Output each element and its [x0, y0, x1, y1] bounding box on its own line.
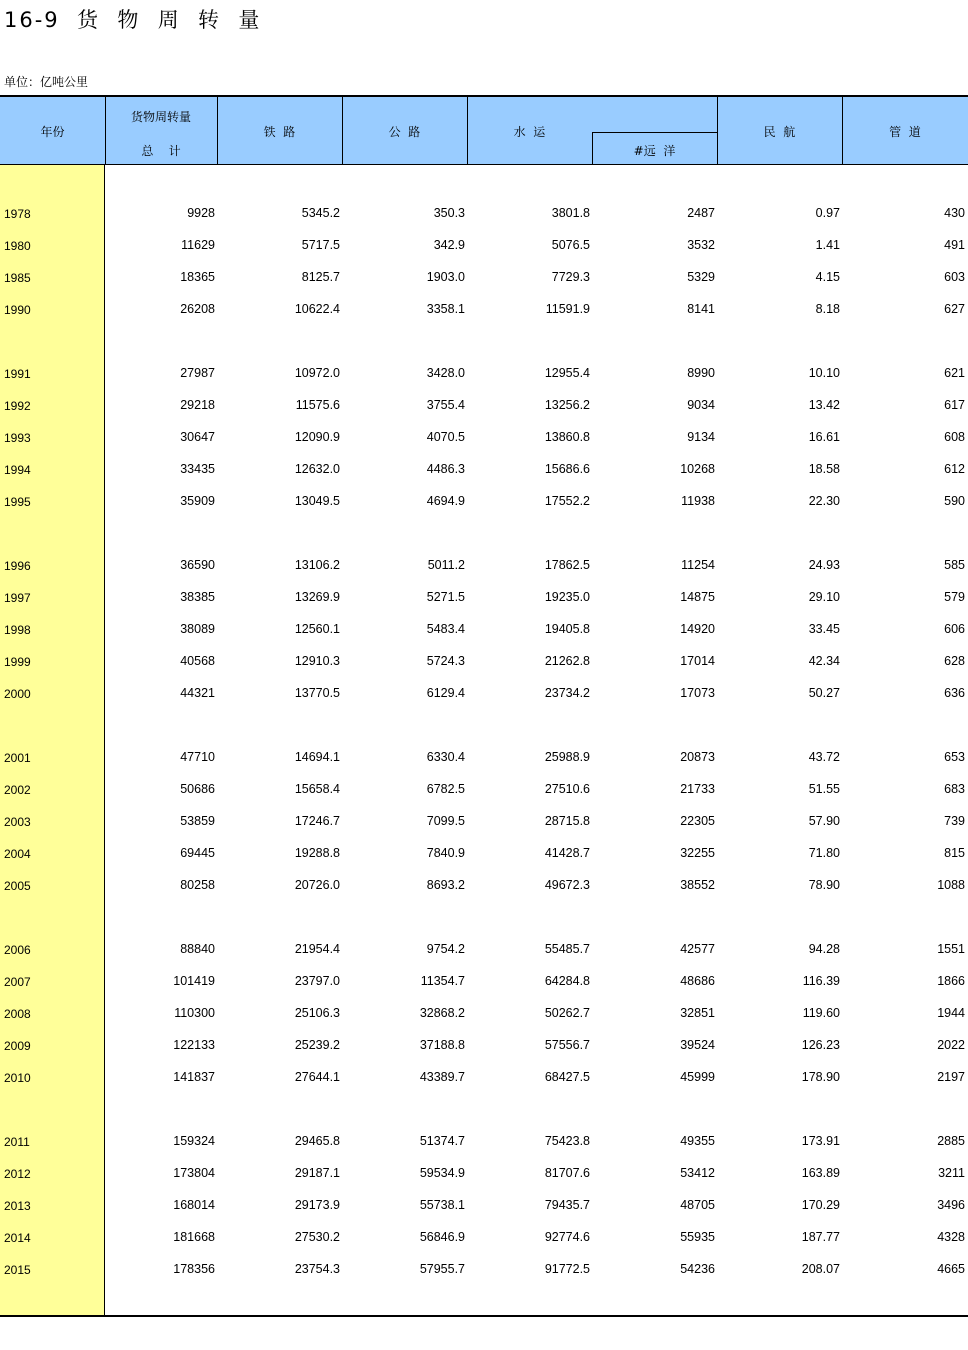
total-cell: 168014 — [173, 1198, 215, 1212]
road-cell: 3358.1 — [426, 302, 465, 316]
rail-cell: 25106.3 — [294, 1006, 340, 1020]
header-water: 水 运 — [513, 125, 546, 139]
ocean-cell: 9034 — [687, 398, 715, 412]
table-row — [0, 430, 968, 450]
total-cell: 141837 — [173, 1070, 215, 1084]
year-cell: 2004 — [4, 847, 31, 861]
water-cell: 5076.5 — [551, 238, 590, 252]
road-cell: 5483.4 — [426, 622, 465, 636]
air-cell: 51.55 — [808, 782, 840, 796]
pipe-cell: 815 — [944, 846, 965, 860]
road-cell: 4070.5 — [426, 430, 465, 444]
water-cell: 15686.6 — [544, 462, 590, 476]
air-cell: 163.89 — [801, 1166, 840, 1180]
total-cell: 40568 — [180, 654, 215, 668]
pipe-cell: 4665 — [937, 1262, 965, 1276]
ocean-cell: 2487 — [687, 206, 715, 220]
rail-cell: 13269.9 — [294, 590, 340, 604]
air-cell: 29.10 — [808, 590, 840, 604]
rail-cell: 17246.7 — [294, 814, 340, 828]
table-row — [0, 686, 968, 706]
table-bottom-rule — [0, 1315, 968, 1317]
water-cell: 17552.2 — [544, 494, 590, 508]
year-cell: 2009 — [4, 1039, 31, 1053]
rail-cell: 14694.1 — [294, 750, 340, 764]
header-divider — [592, 132, 593, 165]
ocean-cell: 14875 — [680, 590, 715, 604]
pipe-cell: 606 — [944, 622, 965, 636]
header-pipe: 管 道 — [889, 125, 921, 139]
rail-cell: 13106.2 — [294, 558, 340, 572]
pipe-cell: 585 — [944, 558, 965, 572]
ocean-cell: 21733 — [680, 782, 715, 796]
ocean-cell: 11254 — [681, 558, 715, 572]
road-cell: 32868.2 — [419, 1006, 465, 1020]
air-cell: 18.58 — [808, 462, 840, 476]
road-cell: 56846.9 — [419, 1230, 465, 1244]
water-cell: 21262.8 — [544, 654, 590, 668]
year-cell: 2013 — [4, 1199, 31, 1213]
road-cell: 57955.7 — [419, 1262, 465, 1276]
total-cell: 53859 — [180, 814, 215, 828]
air-cell: 173.91 — [801, 1134, 840, 1148]
water-cell: 25988.9 — [544, 750, 590, 764]
table-row — [0, 302, 968, 322]
road-cell: 7099.5 — [426, 814, 465, 828]
table-row — [0, 494, 968, 514]
rail-cell: 20726.0 — [294, 878, 340, 892]
water-cell: 92774.6 — [544, 1230, 590, 1244]
road-cell: 6129.4 — [426, 686, 465, 700]
rail-cell: 13049.5 — [294, 494, 340, 508]
total-cell: 101419 — [173, 974, 215, 988]
total-cell: 181668 — [173, 1230, 215, 1244]
year-cell: 2014 — [4, 1231, 31, 1245]
table-row — [0, 846, 968, 866]
year-cell: 2005 — [4, 879, 31, 893]
year-cell: 1999 — [4, 655, 31, 669]
table-row — [0, 622, 968, 642]
table-row — [0, 1070, 968, 1090]
ocean-cell: 49355 — [680, 1134, 715, 1148]
header-rail: 铁 路 — [263, 125, 296, 139]
table-row — [0, 1134, 968, 1154]
total-cell: 80258 — [180, 878, 215, 892]
table-row — [0, 654, 968, 674]
pipe-cell: 621 — [944, 366, 965, 380]
road-cell: 6782.5 — [426, 782, 465, 796]
water-cell: 13860.8 — [544, 430, 590, 444]
pipe-cell: 628 — [944, 654, 965, 668]
water-cell: 75423.8 — [544, 1134, 590, 1148]
rail-cell: 19288.8 — [294, 846, 340, 860]
air-cell: 170.29 — [801, 1198, 840, 1212]
pipe-cell: 3211 — [938, 1166, 965, 1180]
rail-cell: 12560.1 — [294, 622, 340, 636]
pipe-cell: 2022 — [937, 1038, 965, 1052]
total-cell: 26208 — [180, 302, 215, 316]
total-cell: 36590 — [180, 558, 215, 572]
air-cell: 1.41 — [815, 238, 840, 252]
water-cell: 13256.2 — [544, 398, 590, 412]
table-row — [0, 974, 968, 994]
water-cell: 91772.5 — [544, 1262, 590, 1276]
year-cell: 1978 — [4, 207, 31, 221]
road-cell: 3755.4 — [426, 398, 465, 412]
rail-cell: 8125.7 — [301, 270, 340, 284]
pipe-cell: 579 — [944, 590, 965, 604]
year-cell: 2000 — [4, 687, 31, 701]
year-cell: 2002 — [4, 783, 31, 797]
total-cell: 110300 — [174, 1006, 215, 1020]
ocean-cell: 17014 — [680, 654, 715, 668]
table-row — [0, 590, 968, 610]
pipe-cell: 1944 — [937, 1006, 965, 1020]
year-cell: 2006 — [4, 943, 31, 957]
year-cell: 1996 — [4, 559, 31, 573]
road-cell: 5271.5 — [426, 590, 465, 604]
rail-cell: 13770.5 — [294, 686, 340, 700]
rail-cell: 15658.4 — [294, 782, 340, 796]
ocean-cell: 9134 — [687, 430, 715, 444]
pipe-cell: 739 — [944, 814, 965, 828]
table-row — [0, 462, 968, 482]
water-cell: 23734.2 — [544, 686, 590, 700]
table-row — [0, 1198, 968, 1218]
water-cell: 55485.7 — [544, 942, 590, 956]
air-cell: 71.80 — [808, 846, 840, 860]
table-row — [0, 270, 968, 290]
header-divider — [842, 97, 843, 165]
air-cell: 50.27 — [808, 686, 840, 700]
ocean-cell: 32255 — [680, 846, 715, 860]
rail-cell: 23754.3 — [294, 1262, 340, 1276]
air-cell: 0.97 — [815, 206, 840, 220]
pipe-cell: 590 — [944, 494, 965, 508]
water-cell: 81707.6 — [544, 1166, 590, 1180]
air-cell: 116.39 — [802, 974, 840, 988]
road-cell: 3428.0 — [426, 366, 465, 380]
year-cell: 1985 — [4, 271, 31, 285]
year-cell: 1997 — [4, 591, 31, 605]
pipe-cell: 1088 — [937, 878, 965, 892]
water-cell: 27510.6 — [544, 782, 590, 796]
header-divider — [717, 97, 718, 165]
year-cell: 2011 — [4, 1135, 30, 1149]
water-cell: 49672.3 — [544, 878, 590, 892]
year-cell: 1998 — [4, 623, 31, 637]
rail-cell: 29465.8 — [294, 1134, 340, 1148]
pipe-cell: 653 — [944, 750, 965, 764]
air-cell: 10.10 — [808, 366, 840, 380]
water-cell: 19405.8 — [544, 622, 590, 636]
ocean-cell: 38552 — [680, 878, 715, 892]
rail-cell: 10622.4 — [294, 302, 340, 316]
table-row — [0, 366, 968, 386]
air-cell: 4.15 — [815, 270, 840, 284]
ocean-cell: 8990 — [687, 366, 715, 380]
table-row — [0, 782, 968, 802]
pipe-cell: 430 — [944, 206, 965, 220]
header-subdivider — [592, 132, 717, 133]
air-cell: 13.42 — [808, 398, 840, 412]
total-cell: 18365 — [180, 270, 215, 284]
water-cell: 17862.5 — [544, 558, 590, 572]
rail-cell: 12632.0 — [294, 462, 340, 476]
page-title: 16-9 货 物 周 转 量 — [4, 8, 262, 32]
water-cell: 64284.8 — [544, 974, 590, 988]
ocean-cell: 5329 — [687, 270, 715, 284]
rail-cell: 25239.2 — [294, 1038, 340, 1052]
table-row — [0, 238, 968, 258]
pipe-cell: 603 — [944, 270, 965, 284]
year-cell: 2007 — [4, 975, 31, 989]
table-row — [0, 1230, 968, 1250]
ocean-cell: 20873 — [680, 750, 715, 764]
total-cell: 178356 — [173, 1262, 215, 1276]
year-cell: 2010 — [4, 1071, 31, 1085]
total-cell: 69445 — [180, 846, 215, 860]
air-cell: 187.77 — [801, 1230, 840, 1244]
road-cell: 43389.7 — [419, 1070, 465, 1084]
header-divider — [217, 97, 218, 165]
road-cell: 55738.1 — [419, 1198, 465, 1212]
air-cell: 24.93 — [808, 558, 840, 572]
ocean-cell: 3532 — [687, 238, 715, 252]
total-cell: 38385 — [180, 590, 215, 604]
water-cell: 57556.7 — [544, 1038, 590, 1052]
ocean-cell: 8141 — [687, 302, 715, 316]
pipe-cell: 3496 — [937, 1198, 965, 1212]
table-row — [0, 1006, 968, 1026]
road-cell: 1903.0 — [426, 270, 465, 284]
ocean-cell: 22305 — [680, 814, 715, 828]
header-total-bottom: 总 计 — [141, 144, 181, 158]
air-cell: 119.60 — [802, 1006, 840, 1020]
road-cell: 8693.2 — [426, 878, 465, 892]
pipe-cell: 4328 — [937, 1230, 965, 1244]
ocean-cell: 55935 — [680, 1230, 715, 1244]
ocean-cell: 14920 — [680, 622, 715, 636]
water-cell: 7729.3 — [551, 270, 590, 284]
road-cell: 51374.7 — [419, 1134, 465, 1148]
year-cell: 1980 — [4, 239, 31, 253]
air-cell: 208.07 — [801, 1262, 840, 1276]
header-divider — [105, 97, 106, 165]
air-cell: 8.18 — [815, 302, 840, 316]
ocean-cell: 17073 — [680, 686, 715, 700]
rail-cell: 5717.5 — [301, 238, 340, 252]
water-cell: 68427.5 — [544, 1070, 590, 1084]
air-cell: 43.72 — [808, 750, 840, 764]
table-row — [0, 1038, 968, 1058]
pipe-cell: 683 — [944, 782, 965, 796]
water-cell: 11591.9 — [545, 302, 590, 316]
table-row — [0, 814, 968, 834]
air-cell: 94.28 — [808, 942, 840, 956]
air-cell: 78.90 — [808, 878, 840, 892]
year-cell: 2008 — [4, 1007, 31, 1021]
rail-cell: 29173.9 — [294, 1198, 340, 1212]
header-air: 民 航 — [763, 125, 796, 139]
year-cell: 1992 — [4, 399, 31, 413]
air-cell: 126.23 — [801, 1038, 840, 1052]
road-cell: 5724.3 — [426, 654, 465, 668]
table-row — [0, 1262, 968, 1282]
road-cell: 37188.8 — [419, 1038, 465, 1052]
water-cell: 19235.0 — [544, 590, 590, 604]
total-cell: 47710 — [180, 750, 215, 764]
road-cell: 59534.9 — [419, 1166, 465, 1180]
water-cell: 3801.8 — [551, 206, 590, 220]
pipe-cell: 491 — [944, 238, 965, 252]
total-cell: 122133 — [173, 1038, 215, 1052]
road-cell: 9754.2 — [426, 942, 465, 956]
road-cell: 7840.9 — [426, 846, 465, 860]
rail-cell: 27530.2 — [294, 1230, 340, 1244]
road-cell: 350.3 — [433, 206, 465, 220]
ocean-cell: 11938 — [681, 494, 715, 508]
table-row — [0, 942, 968, 962]
water-cell: 28715.8 — [544, 814, 590, 828]
ocean-cell: 32851 — [680, 1006, 715, 1020]
year-cell: 2012 — [4, 1167, 31, 1181]
pipe-cell: 1551 — [937, 942, 965, 956]
total-cell: 33435 — [180, 462, 215, 476]
pipe-cell: 617 — [944, 398, 965, 412]
total-cell: 173804 — [173, 1166, 215, 1180]
year-cell: 1994 — [4, 463, 31, 477]
year-cell: 2003 — [4, 815, 31, 829]
pipe-cell: 627 — [944, 302, 965, 316]
table-row — [0, 750, 968, 770]
ocean-cell: 48705 — [680, 1198, 715, 1212]
pipe-cell: 608 — [944, 430, 965, 444]
air-cell: 178.90 — [801, 1070, 840, 1084]
ocean-cell: 10268 — [680, 462, 715, 476]
road-cell: 6330.4 — [426, 750, 465, 764]
ocean-cell: 48686 — [680, 974, 715, 988]
ocean-cell: 45999 — [680, 1070, 715, 1084]
table-row — [0, 206, 968, 226]
rail-cell: 23797.0 — [294, 974, 340, 988]
year-cell: 1991 — [4, 367, 31, 381]
pipe-cell: 1866 — [937, 974, 965, 988]
total-cell: 9928 — [187, 206, 215, 220]
header-road: 公 路 — [388, 125, 421, 139]
table-row — [0, 398, 968, 418]
rail-cell: 12090.9 — [294, 430, 340, 444]
pipe-cell: 612 — [944, 462, 965, 476]
rail-cell: 5345.2 — [301, 206, 340, 220]
air-cell: 22.30 — [808, 494, 840, 508]
header-divider — [342, 97, 343, 165]
total-cell: 30647 — [180, 430, 215, 444]
rail-cell: 12910.3 — [294, 654, 340, 668]
total-cell: 29218 — [180, 398, 215, 412]
rail-cell: 11575.6 — [295, 398, 340, 412]
road-cell: 4694.9 — [426, 494, 465, 508]
road-cell: 5011.2 — [427, 558, 465, 572]
header-divider — [467, 97, 468, 165]
total-cell: 11629 — [181, 238, 215, 252]
ocean-cell: 54236 — [680, 1262, 715, 1276]
total-cell: 44321 — [180, 686, 215, 700]
year-cell: 2015 — [4, 1263, 31, 1277]
unit-label: 单位：亿吨公里 — [4, 75, 89, 89]
ocean-cell: 39524 — [680, 1038, 715, 1052]
road-cell: 342.9 — [433, 238, 465, 252]
air-cell: 16.61 — [808, 430, 840, 444]
header-total-top: 货物周转量 — [130, 110, 191, 124]
pipe-cell: 636 — [944, 686, 965, 700]
pipe-cell: 2885 — [937, 1134, 965, 1148]
total-cell: 38089 — [180, 622, 215, 636]
road-cell: 4486.3 — [426, 462, 465, 476]
header-ocean: #远 洋 — [633, 144, 676, 158]
air-cell: 33.45 — [808, 622, 840, 636]
rail-cell: 29187.1 — [294, 1166, 340, 1180]
total-cell: 27987 — [180, 366, 215, 380]
water-cell: 79435.7 — [544, 1198, 590, 1212]
table-header — [0, 95, 968, 165]
table-row — [0, 558, 968, 578]
ocean-cell: 53412 — [680, 1166, 715, 1180]
air-cell: 42.34 — [808, 654, 840, 668]
water-cell: 50262.7 — [544, 1006, 590, 1020]
rail-cell: 21954.4 — [294, 942, 340, 956]
table-row — [0, 1166, 968, 1186]
total-cell: 159324 — [173, 1134, 215, 1148]
year-cell: 1990 — [4, 303, 31, 317]
total-cell: 50686 — [180, 782, 215, 796]
total-cell: 35909 — [180, 494, 215, 508]
air-cell: 57.90 — [808, 814, 840, 828]
water-cell: 12955.4 — [544, 366, 590, 380]
pipe-cell: 2197 — [937, 1070, 965, 1084]
table-row — [0, 878, 968, 898]
total-cell: 88840 — [180, 942, 215, 956]
ocean-cell: 42577 — [680, 942, 715, 956]
road-cell: 11354.7 — [420, 974, 465, 988]
water-cell: 41428.7 — [544, 846, 590, 860]
header-year: 年份 — [40, 125, 65, 139]
year-cell: 2001 — [4, 751, 31, 765]
rail-cell: 27644.1 — [294, 1070, 340, 1084]
year-cell: 1993 — [4, 431, 31, 445]
year-cell: 1995 — [4, 495, 31, 509]
rail-cell: 10972.0 — [294, 366, 340, 380]
